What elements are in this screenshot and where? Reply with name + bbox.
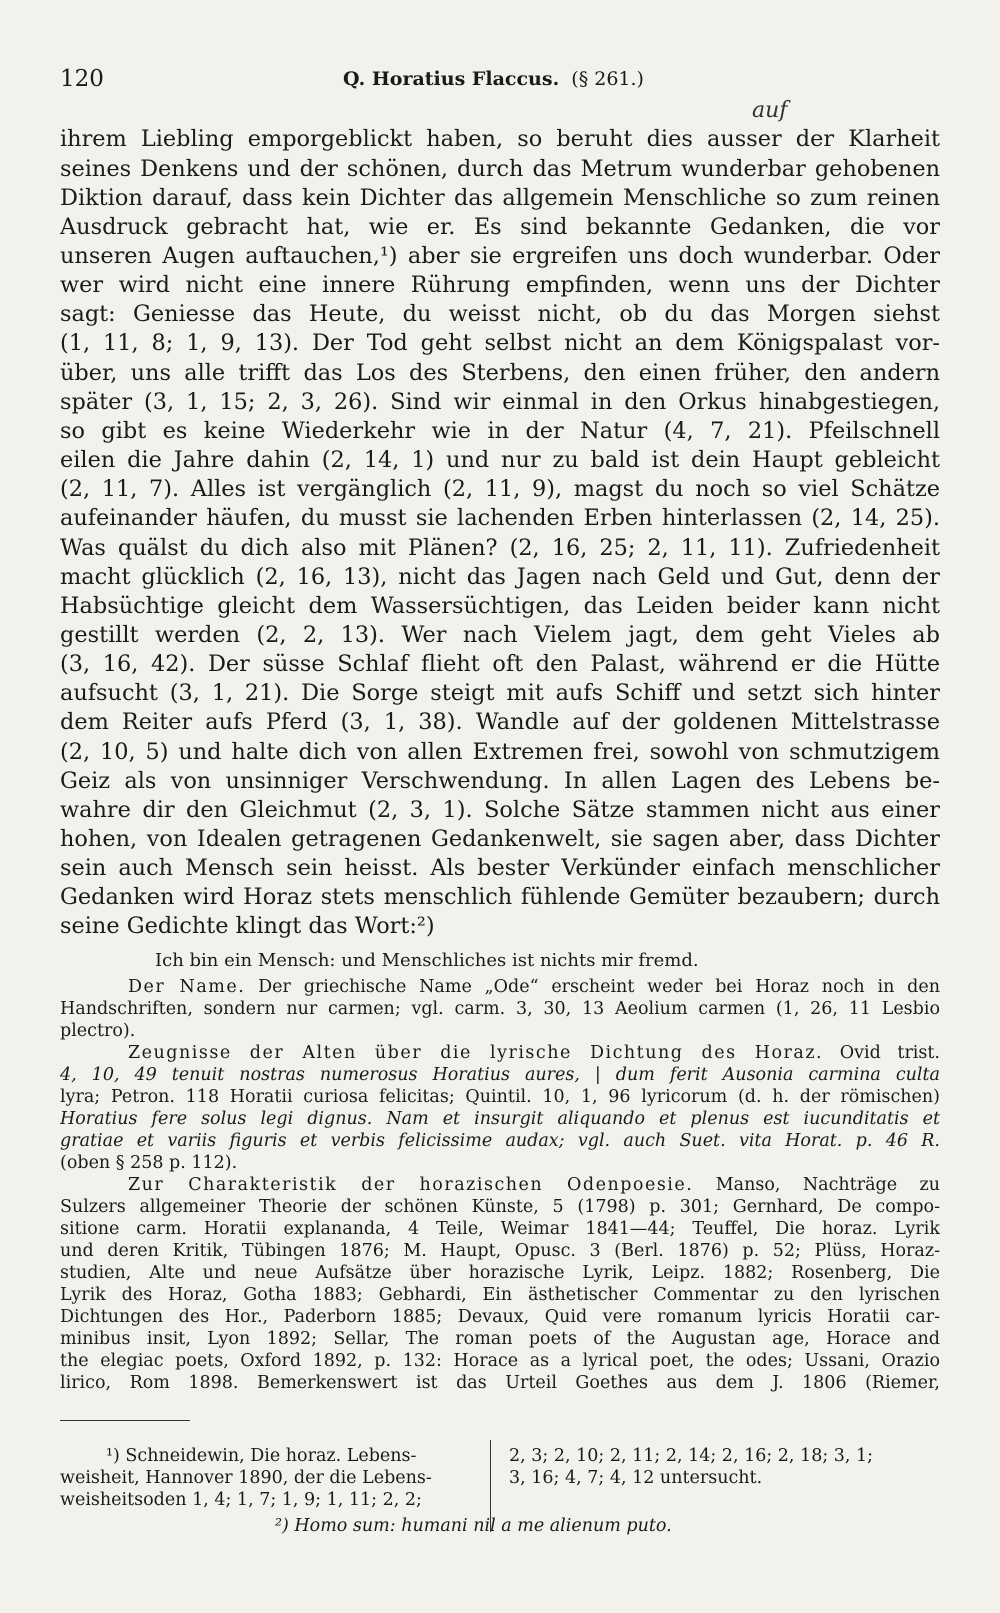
note-heading-testimonies: Zeugnisse der Alten über die lyrische Dichtung des Horaz.	[128, 1043, 824, 1063]
note-text: Ovid trist.	[839, 1043, 940, 1063]
note-text: Der griechische Name „Ode“ erscheint weder bei Horaz noch in den	[258, 977, 940, 997]
note-line: und deren Kritik, Tübingen 1876; M. Haupt, Opusc. 3 (Berl. 1876) p. 52; Plüss, Horaz-	[60, 1241, 940, 1261]
body-line: sein auch Mensch sein heisst. Als bester Verkünder einfach menschlicher	[60, 855, 940, 881]
note-line	[128, 1175, 940, 1195]
note-line	[128, 977, 940, 997]
note-line: Handschriften, sondern nur carmen; vgl. carm. 3, 30, 13 Aeolium carmen (1, 26, 11 Lesbio	[60, 999, 940, 1019]
body-line: Ausdruck gebracht hat, wie er. Es sind bekannte Gedanken, die vor	[60, 214, 940, 240]
body-line: macht glücklich (2, 16, 13), nicht das Jagen nach Geld und Gut, denn der	[60, 564, 940, 590]
note-line: (oben § 258 p. 112).	[60, 1153, 238, 1173]
note-line: sitione carm. Horatii explananda, 4 Teile, Weimar 1841—44; Teuffel, Die horaz. Lyrik	[60, 1219, 940, 1239]
body-line: über, uns alle trifft das Los des Sterbens, den einen früher, den andern	[60, 360, 940, 386]
body-line: Habsüchtige gleicht dem Wassersüchtigen, das Leiden beider kann nicht	[60, 593, 940, 619]
body-line: wahre dir den Gleichmut (2, 3, 1). Solche Sätze stammen nicht aus einer	[60, 797, 940, 823]
note-heading-characteristics: Zur Charakteristik der horazischen Odenpoesie.	[128, 1175, 694, 1195]
body-line: (2, 11, 7). Alles ist vergänglich (2, 11, 9), magst du noch so viel Schätze	[60, 476, 940, 502]
note-heading-name: Der Name.	[128, 977, 246, 997]
body-line: (1, 11, 8; 1, 9, 13). Der Tod geht selbst nicht an dem Königspalast vor-	[60, 330, 940, 356]
body-line: aufeinander häufen, du musst sie lachenden Erben hinterlassen (2, 14, 25).	[60, 505, 940, 531]
body-line: wer wird nicht eine innere Rührung empfinden, wenn uns der Dichter	[60, 272, 940, 298]
note-line: plectro).	[60, 1021, 136, 1041]
note-line: gratiae et variis figuris et verbis felicissime audax; vgl. auch Suet. vita Horat. p. 46 R.	[60, 1131, 940, 1151]
footnote-2: ²) Homo sum: humani nil a me alienum puto.	[275, 1516, 672, 1536]
section-reference: (§ 261.)	[571, 68, 644, 90]
handwritten-annotation: auf	[752, 98, 788, 123]
note-line: studien, Alte und neue Aufsätze über horazische Lyrik, Leipz. 1882; Rosenberg, Die	[60, 1263, 940, 1283]
note-line: lyra; Petron. 118 Horatii curiosa felicitas; Quintil. 10, 1, 96 lyricorum (d. h. der römischen)	[60, 1087, 940, 1107]
body-line: hohen, von Idealen getragenen Gedankenwelt, sie sagen aber, dass Dichter	[60, 826, 940, 852]
footnote-1-line: 3, 16; 4, 7; 4, 12 untersucht.	[509, 1468, 763, 1488]
note-line: lirico, Rom 1898. Bemerkenswert ist das Urteil Goethes aus dem J. 1806 (Riemer,	[60, 1373, 940, 1393]
footnote-1-line: weisheitsoden 1, 4; 1, 7; 1, 9; 1, 11; 2, 2;	[60, 1490, 422, 1510]
body-line: Geiz als von unsinniger Verschwendung. In allen Lagen des Lebens be-	[60, 768, 940, 794]
note-line: Dichtungen des Hor., Paderborn 1885; Devaux, Quid vere romanum lyricis Horatii car-	[60, 1307, 940, 1327]
body-line: eilen die Jahre dahin (2, 14, 1) und nur zu bald ist dein Haupt gebleicht	[60, 447, 940, 473]
body-line: sagt: Geniesse das Heute, du weisst nicht, ob du das Morgen siehst	[60, 301, 940, 327]
body-line: aufsucht (3, 1, 21). Die Sorge steigt mit aufs Schiff und setzt sich hinter	[60, 680, 940, 706]
running-title	[343, 68, 644, 90]
body-line: (2, 10, 5) und halte dich von allen Extremen frei, sowohl von schmutzigem	[60, 739, 940, 765]
note-line: the elegiac poets, Oxford 1892, p. 132: Horace as a lyrical poet, the odes; Ussani, Orazio	[60, 1351, 940, 1371]
footnote-1-line: ¹) Schneidewin, Die horaz. Lebens-	[106, 1446, 417, 1466]
footnote-1-line: weisheit, Hannover 1890, der die Lebens-	[60, 1468, 432, 1488]
body-line: später (3, 1, 15; 2, 3, 26). Sind wir einmal in den Orkus hinabgestiegen,	[60, 389, 940, 415]
body-line: Was quälst du dich also mit Plänen? (2, 16, 25; 2, 11, 11). Zufriedenheit	[60, 535, 940, 561]
page-header	[60, 66, 940, 102]
note-text: Manso, Nachträge zu	[715, 1175, 940, 1195]
note-line: Sulzers allgemeiner Theorie der schönen Künste, 5 (1798) p. 301; Gernhard, De compo-	[60, 1197, 940, 1217]
body-line: seine Gedichte klingt das Wort:²)	[60, 913, 435, 939]
note-line: 4, 10, 49 tenuit nostras numerosus Horatius aures, | dum ferit Ausonia carmina culta	[60, 1065, 940, 1085]
note-line: minibus insit, Lyon 1892; Sellar, The roman poets of the Augustan age, Horace and	[60, 1329, 940, 1349]
note-line	[128, 1043, 940, 1063]
body-line: (3, 16, 42). Der süsse Schlaf flieht oft den Palast, während er die Hütte	[60, 651, 940, 677]
body-line: Diktion darauf, dass kein Dichter das allgemein Menschliche so zum reinen	[60, 185, 940, 211]
note-line: Lyrik des Horaz, Gotha 1883; Gebhardi, Ein ästhetischer Commentar zu den lyrischen	[60, 1285, 940, 1305]
body-line: unseren Augen auftauchen,¹) aber sie ergreifen uns doch wunderbar. Oder	[60, 243, 940, 269]
quotation: Ich bin ein Mensch: und Menschliches ist nichts mir fremd.	[155, 950, 699, 971]
body-line: so gibt es keine Wiederkehr wie in der Natur (4, 7, 21). Pfeilschnell	[60, 418, 940, 444]
body-line: gestillt werden (2, 2, 13). Wer nach Vielem jagt, dem geht Vieles ab	[60, 622, 940, 648]
footnote-rule	[60, 1420, 190, 1421]
body-line: dem Reiter aufs Pferd (3, 1, 38). Wandle auf der goldenen Mittelstrasse	[60, 709, 940, 735]
body-line: ihrem Liebling emporgeblickt haben, so beruht dies ausser der Klarheit	[60, 126, 940, 152]
note-line: Horatius fere solus legi dignus. Nam et insurgit aliquando et plenus est iucunditatis et	[60, 1109, 940, 1129]
running-title-text: Q. Horatius Flaccus.	[343, 68, 560, 90]
page-number: 120	[60, 66, 104, 92]
body-line: seines Denkens und der schönen, durch das Metrum wunderbar gehobenen	[60, 156, 940, 182]
body-line: Gedanken wird Horaz stets menschlich fühlende Gemüter bezaubern; durch	[60, 884, 940, 910]
footnote-1-line: 2, 3; 2, 10; 2, 11; 2, 14; 2, 16; 2, 18; 3, 1;	[509, 1446, 874, 1466]
